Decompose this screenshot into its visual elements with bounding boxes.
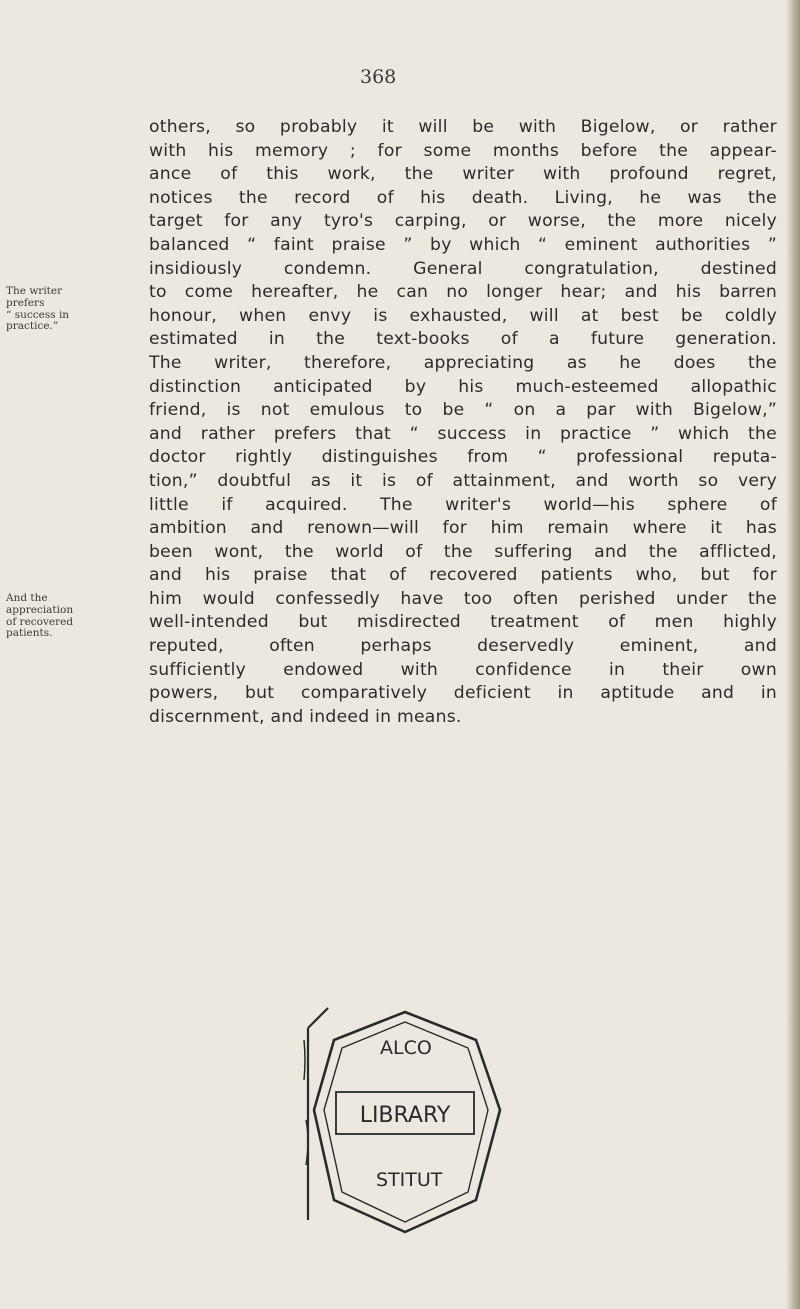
text-line: and rather prefers that “ success in practice ” which the — [149, 423, 777, 444]
text-line: to come hereafter, he can no longer hear; and his barren — [149, 282, 777, 303]
text-line: discernment, and indeed in means. — [149, 706, 462, 727]
text-line: tion,” doubtful as it is of attainment, and worth so very — [149, 470, 777, 491]
text-line: reputed, often perhaps deservedly eminent, and — [149, 636, 777, 657]
text-line: powers, but comparatively deficient in aptitude and in — [149, 683, 777, 704]
library-stamp — [300, 1000, 510, 1250]
text-line: little if acquired. The writer's world—his sphere of — [149, 494, 777, 515]
text-line: ambition and renown—will for him remain where it has — [149, 518, 777, 539]
text-line: The writer, therefore, appreciating as he does the — [149, 352, 777, 373]
margin-note-line: “ success in — [6, 308, 70, 321]
margin-note-line: prefers — [6, 296, 45, 309]
text-line: others, so probably it will be with Bigelow, or rather — [149, 117, 777, 137]
body-text — [149, 116, 777, 729]
text-line: sufficiently endowed with confidence in their own — [149, 659, 777, 680]
margin-note-line: of recovered — [6, 615, 74, 628]
stamp-bottom-text: STITUT — [376, 1169, 443, 1191]
text-line: ance of this work, the writer with profound regret, — [149, 164, 777, 185]
text-line: and his praise that of recovered patients who, but for — [149, 565, 777, 586]
text-line: balanced “ faint praise ” by which “ eminent authorities ” — [149, 234, 777, 255]
text-line: friend, is not emulous to be “ on a par with Bigelow,” — [149, 400, 777, 421]
page-number: 368 — [360, 66, 397, 88]
margin-note-line: appreciation — [6, 603, 74, 616]
text-line: estimated in the text-books of a future generation. — [149, 329, 777, 350]
margin-note-line: And the — [6, 592, 48, 604]
stamp-center-text: LIBRARY — [359, 1103, 451, 1128]
text-line: been wont, the world of the suffering and the afflicted, — [149, 541, 777, 562]
text-line: distinction anticipated by his much-esteemed allopathic — [149, 376, 777, 397]
text-line: doctor rightly distinguishes from “ professional reputa- — [149, 447, 777, 468]
text-line: insidiously condemn. General congratulation, destined — [149, 258, 777, 279]
text-line: him would confessedly have too often perished under the — [149, 588, 777, 609]
text-line: notices the record of his death. Living, he was the — [149, 187, 777, 208]
margin-note-appreciation — [6, 593, 106, 640]
margin-note-line: practice.” — [6, 320, 59, 333]
text-line: honour, when envy is exhausted, will at best be coldly — [149, 305, 777, 326]
text-line: well-intended but misdirected treatment of men highly — [149, 612, 777, 633]
margin-note-line: patients. — [6, 627, 53, 640]
page-edge-shadow — [786, 0, 800, 1309]
text-line: target for any tyro's carping, or worse, the more nicely — [149, 211, 777, 232]
margin-note-writer-prefers — [6, 286, 106, 333]
text-line: with his memory ; for some months before the appear- — [149, 140, 777, 161]
stamp-top-text: ALCO — [380, 1037, 432, 1059]
margin-note-line: The writer — [6, 285, 63, 297]
